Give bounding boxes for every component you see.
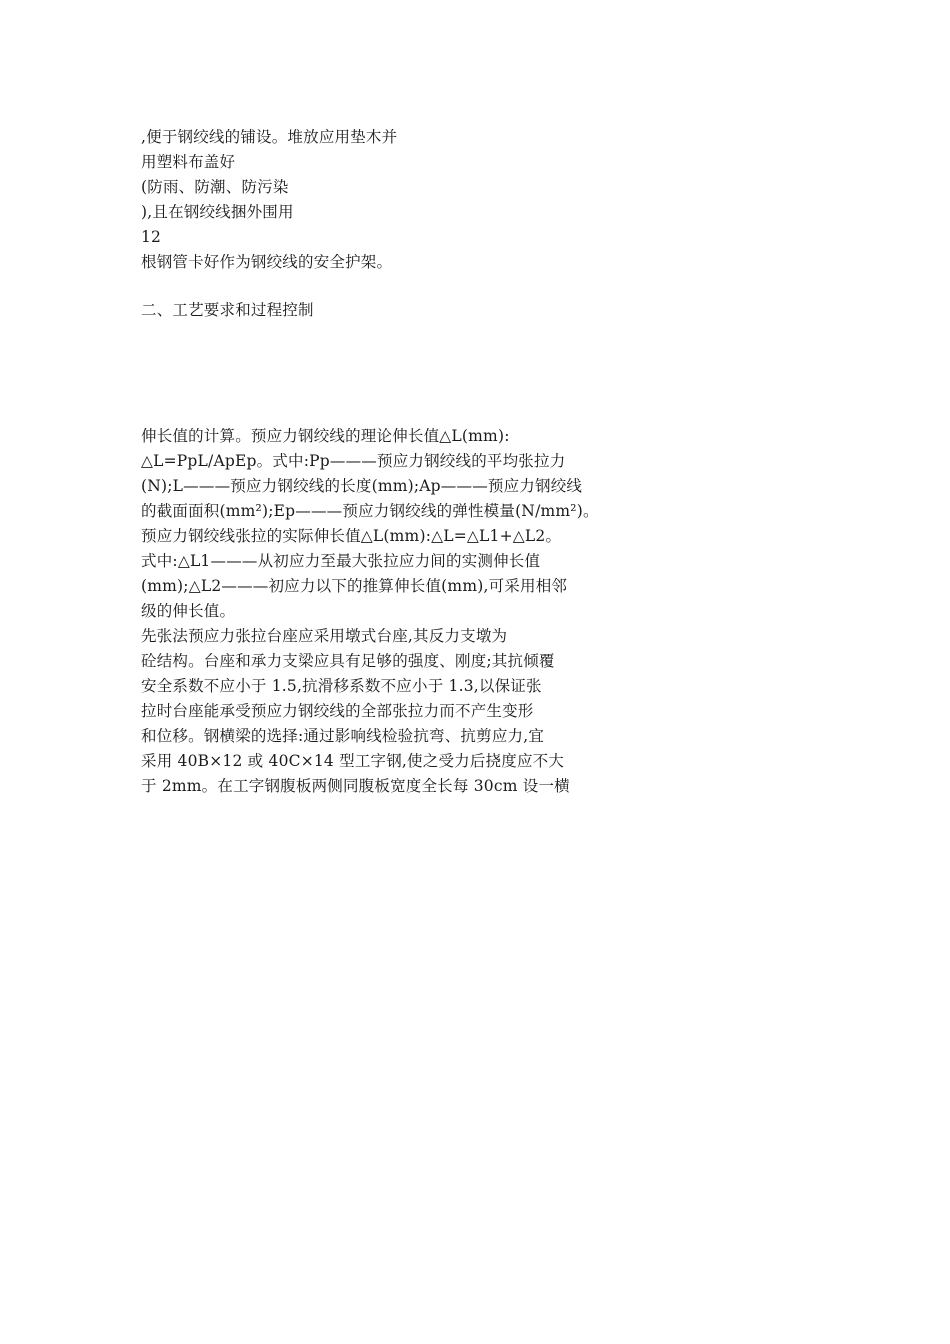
text-line: 先张法预应力张拉台座应采用墩式台座,其反力支墩为: [141, 627, 508, 645]
text-line: (N);L———预应力钢绞线的长度(mm);Ap———预应力钢绞线: [141, 477, 583, 495]
text-line: (mm);△L2———初应力以下的推算伸长值(mm),可采用相邻: [141, 577, 568, 595]
section-heading: 二、工艺要求和过程控制: [141, 301, 314, 319]
text-line: 砼结构。台座和承力支梁应具有足够的强度、刚度;其抗倾覆: [141, 652, 555, 670]
text-line: 预应力钢绞线张拉的实际伸长值△L(mm):△L=△L1+△L2。: [141, 527, 562, 545]
text-line: 的截面面积(mm²);Ep———预应力钢绞线的弹性模量(N/mm²)。: [141, 502, 599, 520]
text-line: 采用 40B×12 或 40C×14 型工字钢,使之受力后挠度应不大: [141, 752, 565, 770]
text-line: 12: [141, 228, 162, 246]
text-line: 用塑料布盖好: [141, 153, 236, 171]
text-line: (防雨、防潮、防污染: [141, 178, 289, 196]
text-line: 级的伸长值。: [141, 602, 236, 620]
text-line: △L=PpL/ApEp。式中:Pp———预应力钢绞线的平均张拉力: [141, 452, 566, 470]
text-line: 安全系数不应小于 1.5,抗滑移系数不应小于 1.3,以保证张: [141, 677, 542, 695]
text-line: 根钢管卡好作为钢绞线的安全护架。: [141, 253, 393, 271]
text-line: 伸长值的计算。预应力钢绞线的理论伸长值△L(mm):: [141, 427, 510, 445]
text-line: ),且在钢绞线捆外围用: [141, 203, 294, 221]
text-line: 拉时台座能承受预应力钢绞线的全部张拉力而不产生变形: [141, 702, 534, 720]
text-line: 于 2mm。在工字钢腹板两侧同腹板宽度全长每 30cm 设一横: [141, 777, 570, 795]
text-line: 和位移。钢横梁的选择:通过影响线检验抗弯、抗剪应力,宜: [141, 727, 545, 745]
text-line: 式中:△L1———从初应力至最大张拉应力间的实测伸长值: [141, 552, 541, 570]
text-line: ,便于钢绞线的铺设。堆放应用垫木并: [141, 128, 398, 146]
